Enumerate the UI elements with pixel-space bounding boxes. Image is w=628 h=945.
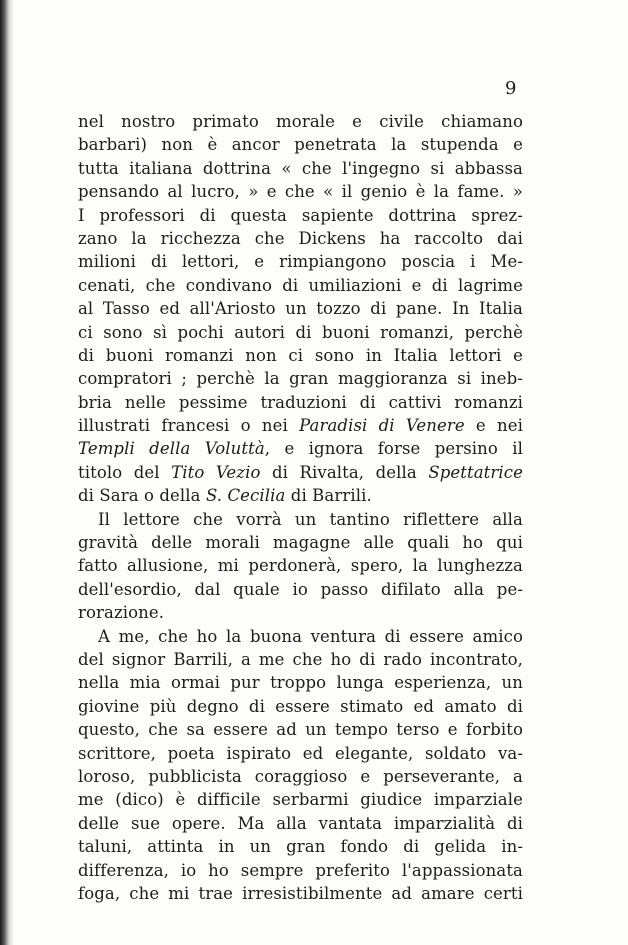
text-line: I professori di questa sapiente dottrina sprez- xyxy=(78,205,523,225)
text-line: al Tasso ed all'Ariosto un tozzo di pane. In Italia xyxy=(78,299,523,319)
text-line: differenza, io ho sempre preferito l'appassionata xyxy=(78,860,523,880)
text-line: zano la ricchezza che Dickens ha raccolto dai xyxy=(78,228,523,248)
text-line: questo, che sa essere ad un tempo terso e forbito xyxy=(78,720,523,740)
text-line: milioni di lettori, e rimpiangono poscia i Me- xyxy=(78,252,523,272)
text-line: di Sara o della S. Cecilia di Barrili. xyxy=(78,486,372,506)
text-line: pensando al lucro, » e che « il genio è la fame. » xyxy=(78,182,523,202)
text-line: loroso, pubblicista coraggioso e perseverante, a xyxy=(78,766,523,786)
text-line: nel nostro primato morale e civile chiamano xyxy=(78,112,523,131)
text-line: nella mia ormai pur troppo lunga esperienza, un xyxy=(78,673,523,693)
text-line: delle sue opere. Ma alla vantata imparzialità di xyxy=(78,813,523,833)
page-gutter-shadow xyxy=(0,0,14,945)
italic-title: S. Cecilia xyxy=(205,486,286,506)
italic-title: Templi della Voluttà xyxy=(78,439,265,459)
text-line: fatto allusione, mi perdonerà, spero, la lunghezza xyxy=(78,556,523,576)
text-line: Templi della Voluttà, e ignora forse persino il xyxy=(78,439,523,459)
text-line: di buoni romanzi non ci sono in Italia lettori e xyxy=(78,345,523,365)
page-number: 9 xyxy=(505,78,517,99)
italic-title: Spettatrice xyxy=(428,462,523,482)
text-line: tutta italiana dottrina « che l'ingegno si abbassa xyxy=(78,158,523,178)
text-line: compratori ; perchè la gran maggioranza si ineb- xyxy=(78,369,523,389)
text-line: taluni, attinta in un gran fondo di gelida in- xyxy=(78,837,523,857)
text-line: rorazione. xyxy=(78,603,165,623)
text-line: scrittore, poeta ispirato ed elegante, soldato va- xyxy=(78,743,523,763)
text-line: Il lettore che vorrà un tantino riflettere alla xyxy=(98,509,523,529)
text-line: illustrati francesi o nei Paradisi di Venere e nei xyxy=(78,416,523,436)
text-line: giovine più degno di essere stimato ed amato di xyxy=(78,696,523,716)
text-line: me (dico) è difficile serbarmi giudice imparziale xyxy=(78,790,523,810)
text-line: del signor Barrili, a me che ho di rado incontrato, xyxy=(78,649,523,669)
text-line: foga, che mi trae irresistibilmente ad amare certi xyxy=(78,883,523,903)
text-line: dell'esordio, dal quale io passo difilato alla pe- xyxy=(78,579,523,599)
text-line: bria nelle pessime traduzioni di cattivi romanzi xyxy=(78,392,523,412)
italic-title: Paradisi di Venere xyxy=(299,416,465,436)
text-line: barbari) non è ancor penetrata la stupenda e xyxy=(78,135,523,155)
italic-title: Tito Vezio xyxy=(171,462,261,482)
text-line: titolo del Tito Vezio di Rivalta, della Spettatrice xyxy=(78,462,523,482)
body-text xyxy=(78,110,523,905)
text-line: cenati, che condivano di umiliazioni e di lagrime xyxy=(78,275,523,295)
text-line: A me, che ho la buona ventura di essere amico xyxy=(98,626,523,646)
text-line: gravità delle morali magagne alle quali ho qui xyxy=(78,533,523,553)
text-line: ci sono sì pochi autori di buoni romanzi, perchè xyxy=(78,322,523,342)
